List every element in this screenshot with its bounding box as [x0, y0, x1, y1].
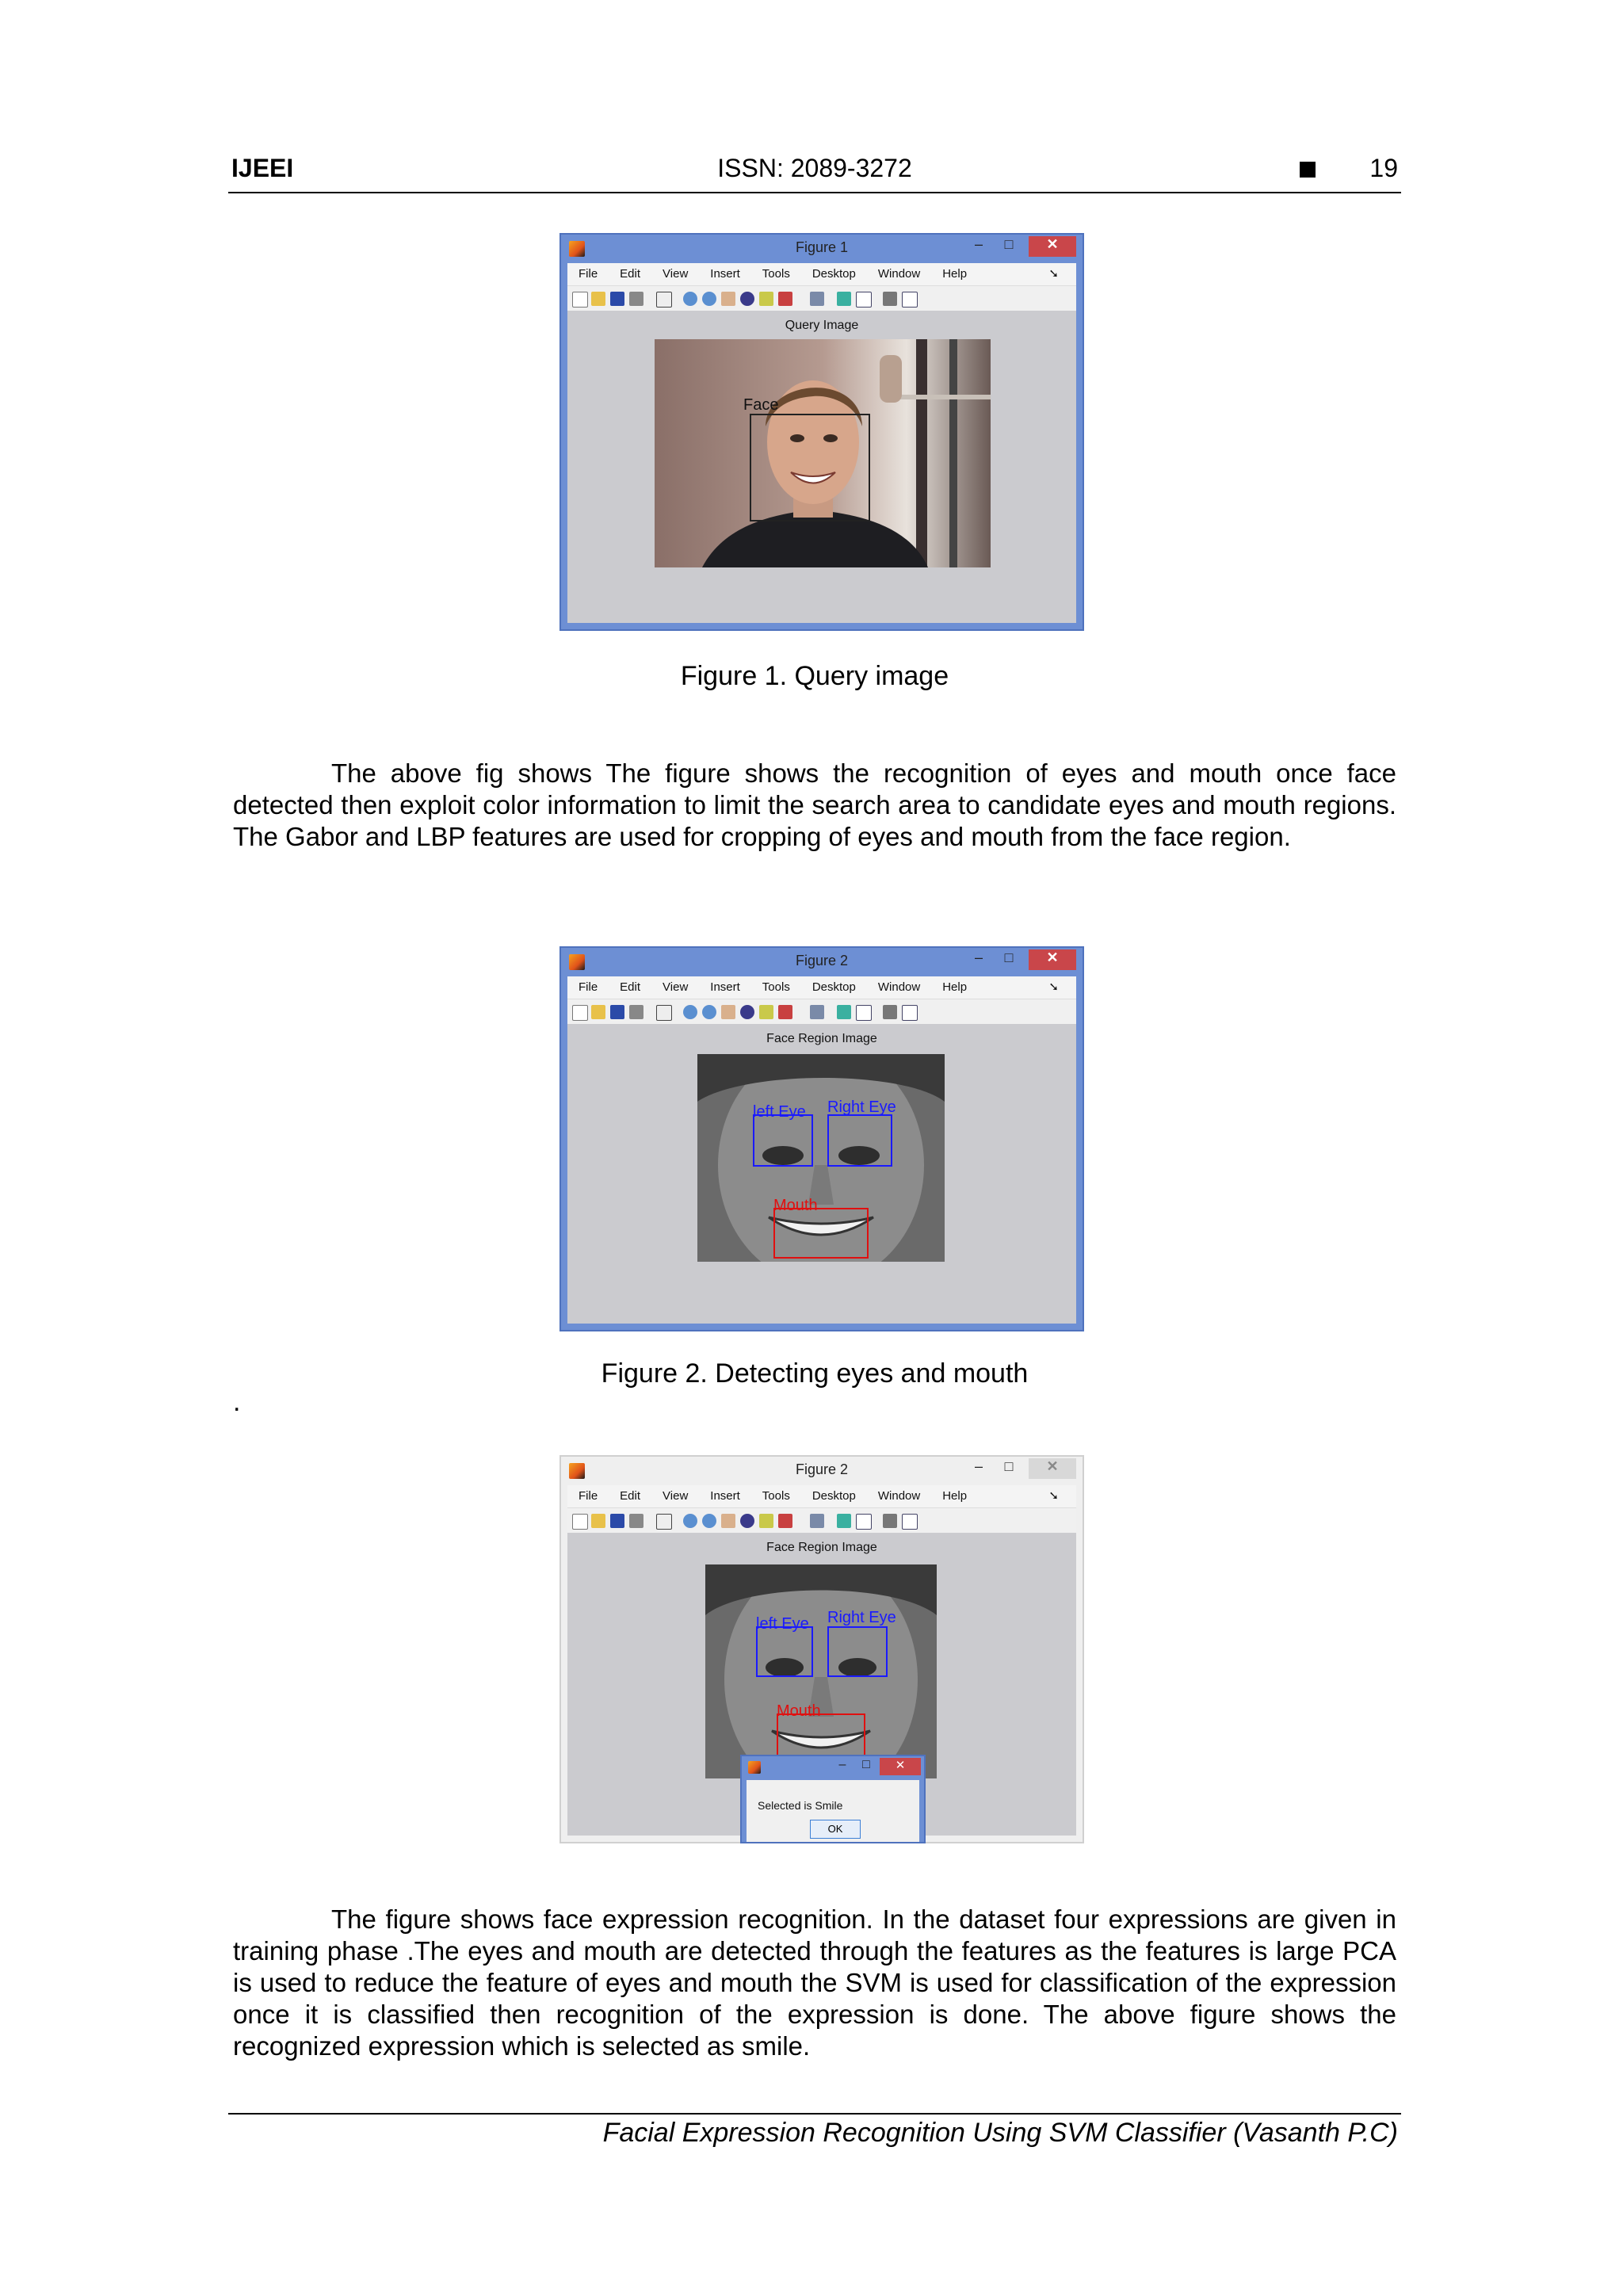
- menu-file[interactable]: File: [579, 1489, 598, 1503]
- rotate-icon[interactable]: [740, 292, 754, 306]
- pan-icon[interactable]: [721, 1514, 735, 1528]
- data-cursor-icon[interactable]: [759, 292, 773, 306]
- menu-file[interactable]: File: [579, 267, 598, 281]
- left-eye-label: left Eye: [756, 1615, 809, 1633]
- menu-insert[interactable]: Insert: [710, 1489, 740, 1503]
- face-region-image: [705, 1564, 937, 1778]
- link-icon[interactable]: [810, 1514, 824, 1528]
- figure1-caption: Figure 1. Query image: [680, 661, 949, 691]
- figure1-plot-area: [567, 311, 1076, 623]
- figure2-menubar: [567, 976, 1076, 999]
- dialog-close-button[interactable]: ✕: [880, 1758, 921, 1775]
- figure2-axes-title: Face Region Image: [766, 1032, 877, 1045]
- close-button[interactable]: ✕: [1029, 236, 1076, 257]
- menu-tools[interactable]: Tools: [762, 267, 790, 281]
- paragraph-2: [233, 1904, 1396, 2062]
- maximize-button[interactable]: □: [1004, 1458, 1014, 1474]
- figure1-window-title: Figure 1: [795, 239, 849, 255]
- link-icon[interactable]: [810, 292, 824, 306]
- menu-edit[interactable]: Edit: [620, 1489, 641, 1503]
- figure3-window-title: Figure 2: [795, 1461, 849, 1477]
- new-figure-icon[interactable]: [572, 1514, 588, 1530]
- rotate-icon[interactable]: [740, 1005, 754, 1019]
- left-eye-box: [753, 1114, 813, 1167]
- menu-tools[interactable]: Tools: [762, 980, 790, 994]
- print-icon[interactable]: [629, 292, 643, 306]
- menu-view[interactable]: View: [663, 267, 689, 281]
- open-file-icon[interactable]: [591, 292, 605, 306]
- brush-icon[interactable]: [778, 292, 792, 306]
- figure1-axes-title: Query Image: [785, 319, 859, 332]
- new-figure-icon[interactable]: [572, 292, 588, 308]
- save-icon[interactable]: [610, 292, 624, 306]
- face-region-image: [697, 1054, 945, 1262]
- zoom-out-icon[interactable]: [702, 292, 716, 306]
- figure1-toolbar: [567, 285, 1076, 312]
- link-icon[interactable]: [810, 1005, 824, 1019]
- figure3-window: [559, 1455, 1084, 1843]
- menu-file[interactable]: File: [579, 980, 598, 994]
- figure2-window-title: Figure 2: [795, 953, 849, 968]
- minimize-button[interactable]: –: [974, 949, 983, 965]
- figure3-axes-title: Face Region Image: [766, 1541, 877, 1554]
- matlab-logo-icon: [748, 1761, 761, 1774]
- page-number: 19: [1369, 154, 1398, 182]
- close-button[interactable]: ✕: [1029, 1458, 1076, 1479]
- dialog-minimize-button[interactable]: –: [838, 1758, 846, 1771]
- paragraph-2-text: The figure shows face expression recognition. In the dataset four expressions are given in training phase .The eyes and mouth are detected through the features as the features is large PCA is used to reduce the feature of eyes and mouth the SVM is used for classification of the expression once it is classified then recognition of the expression is done. The above figure shows the recognized expression which is selected as smile.: [233, 1904, 1396, 2061]
- legend-icon[interactable]: [856, 292, 872, 308]
- colorbar-icon[interactable]: [837, 1514, 851, 1528]
- menu-desktop[interactable]: Desktop: [812, 980, 856, 994]
- menu-desktop[interactable]: Desktop: [812, 267, 856, 281]
- figure2-titlebar[interactable]: [561, 948, 1083, 976]
- face-detection-box: [750, 414, 870, 521]
- pointer-icon[interactable]: [656, 1005, 672, 1021]
- dialog-titlebar[interactable]: [742, 1756, 924, 1780]
- dialog-ok-button[interactable]: OK: [810, 1820, 861, 1839]
- show-tools-icon[interactable]: [902, 1514, 918, 1530]
- running-footer: Facial Expression Recognition Using SVM Classifier (Vasanth P.C): [602, 2118, 1398, 2148]
- zoom-in-icon[interactable]: [683, 292, 697, 306]
- pan-icon[interactable]: [721, 292, 735, 306]
- close-button[interactable]: ✕: [1029, 949, 1076, 970]
- new-figure-icon[interactable]: [572, 1005, 588, 1021]
- colorbar-icon[interactable]: [837, 292, 851, 306]
- journal-name: IJEEI: [231, 154, 294, 182]
- dialog-message: Selected is Smile: [758, 1799, 843, 1812]
- figure2-window: [559, 946, 1084, 1331]
- menu-dock-arrow-icon[interactable]: ➘: [1048, 267, 1059, 281]
- menu-window[interactable]: Window: [877, 267, 921, 281]
- show-tools-icon[interactable]: [902, 292, 918, 308]
- maximize-button[interactable]: □: [1004, 949, 1014, 965]
- brush-icon[interactable]: [778, 1514, 792, 1528]
- menu-dock-arrow-icon[interactable]: ➘: [1048, 1489, 1059, 1503]
- colorbar-icon[interactable]: [837, 1005, 851, 1019]
- hide-tools-icon[interactable]: [883, 1514, 897, 1528]
- figure3-titlebar[interactable]: [561, 1457, 1083, 1485]
- menu-tools[interactable]: Tools: [762, 1489, 790, 1503]
- menu-window[interactable]: Window: [877, 980, 921, 994]
- face-label: Face: [743, 396, 779, 414]
- menu-window[interactable]: Window: [877, 1489, 921, 1503]
- right-eye-label: Right Eye: [827, 1609, 896, 1626]
- mouth-box: [773, 1208, 869, 1259]
- print-icon[interactable]: [629, 1005, 643, 1019]
- legend-icon[interactable]: [856, 1514, 872, 1530]
- rotate-icon[interactable]: [740, 1514, 754, 1528]
- show-tools-icon[interactable]: [902, 1005, 918, 1021]
- zoom-in-icon[interactable]: [683, 1005, 697, 1019]
- hide-tools-icon[interactable]: [883, 1005, 897, 1019]
- menu-view[interactable]: View: [663, 1489, 689, 1503]
- figure3-toolbar: [567, 1507, 1076, 1534]
- menu-dock-arrow-icon[interactable]: ➘: [1048, 980, 1059, 994]
- zoom-out-icon[interactable]: [702, 1005, 716, 1019]
- query-image: [655, 339, 991, 567]
- issn: ISSN: 2089-3272: [717, 154, 912, 182]
- open-file-icon[interactable]: [591, 1005, 605, 1019]
- menu-edit[interactable]: Edit: [620, 267, 641, 281]
- figure2-plot-area: [567, 1024, 1076, 1324]
- paragraph-1: [233, 758, 1396, 853]
- figure1-menubar: [567, 263, 1076, 285]
- menu-view[interactable]: View: [663, 980, 689, 994]
- smile-dialog: [740, 1755, 926, 1843]
- right-eye-label: Right Eye: [827, 1098, 896, 1116]
- zoom-in-icon[interactable]: [683, 1514, 697, 1528]
- save-icon[interactable]: [610, 1514, 624, 1528]
- menu-help[interactable]: Help: [942, 1489, 968, 1503]
- zoom-out-icon[interactable]: [702, 1514, 716, 1528]
- menu-insert[interactable]: Insert: [710, 267, 740, 281]
- menu-insert[interactable]: Insert: [710, 980, 740, 994]
- figure1-titlebar[interactable]: [561, 235, 1083, 263]
- mouth-label: Mouth: [773, 1197, 818, 1214]
- hide-tools-icon[interactable]: [883, 292, 897, 306]
- pan-icon[interactable]: [721, 1005, 735, 1019]
- mouth-label: Mouth: [777, 1702, 821, 1720]
- menu-help[interactable]: Help: [942, 267, 968, 281]
- figure3-menubar: [567, 1485, 1076, 1507]
- figure1-window: [559, 233, 1084, 631]
- minimize-button[interactable]: –: [974, 236, 983, 252]
- maximize-button[interactable]: □: [1004, 236, 1014, 252]
- dialog-body: [747, 1780, 919, 1842]
- data-cursor-icon[interactable]: [759, 1005, 773, 1019]
- figure2-caption: Figure 2. Detecting eyes and mouth: [601, 1358, 1029, 1389]
- menu-help[interactable]: Help: [942, 980, 968, 994]
- running-header: [228, 154, 1401, 193]
- brush-icon[interactable]: [778, 1005, 792, 1019]
- right-eye-box: [827, 1114, 892, 1167]
- data-cursor-icon[interactable]: [759, 1514, 773, 1528]
- figure2-toolbar: [567, 999, 1076, 1026]
- footer-rule: [228, 2113, 1401, 2115]
- minimize-button[interactable]: –: [974, 1458, 983, 1474]
- square-bullet-icon: [1300, 162, 1316, 178]
- pointer-icon[interactable]: [656, 1514, 672, 1530]
- left-eye-label: left Eye: [753, 1103, 806, 1121]
- dialog-maximize-button[interactable]: □: [862, 1758, 870, 1771]
- menu-desktop[interactable]: Desktop: [812, 1489, 856, 1503]
- menu-edit[interactable]: Edit: [620, 980, 641, 994]
- right-eye-box: [827, 1626, 888, 1677]
- legend-icon[interactable]: [856, 1005, 872, 1021]
- open-file-icon[interactable]: [591, 1514, 605, 1528]
- pointer-icon[interactable]: [656, 292, 672, 308]
- paragraph-1-text: The above fig shows The figure shows the recognition of eyes and mouth once face detected then exploit color information to limit the search area to candidate eyes and mouth regions. The Gabor and LBP features are used for cropping of eyes and mouth from the face region.: [233, 758, 1396, 851]
- print-icon[interactable]: [629, 1514, 643, 1528]
- left-eye-box: [756, 1626, 813, 1677]
- stray-dot: .: [233, 1387, 241, 1417]
- save-icon[interactable]: [610, 1005, 624, 1019]
